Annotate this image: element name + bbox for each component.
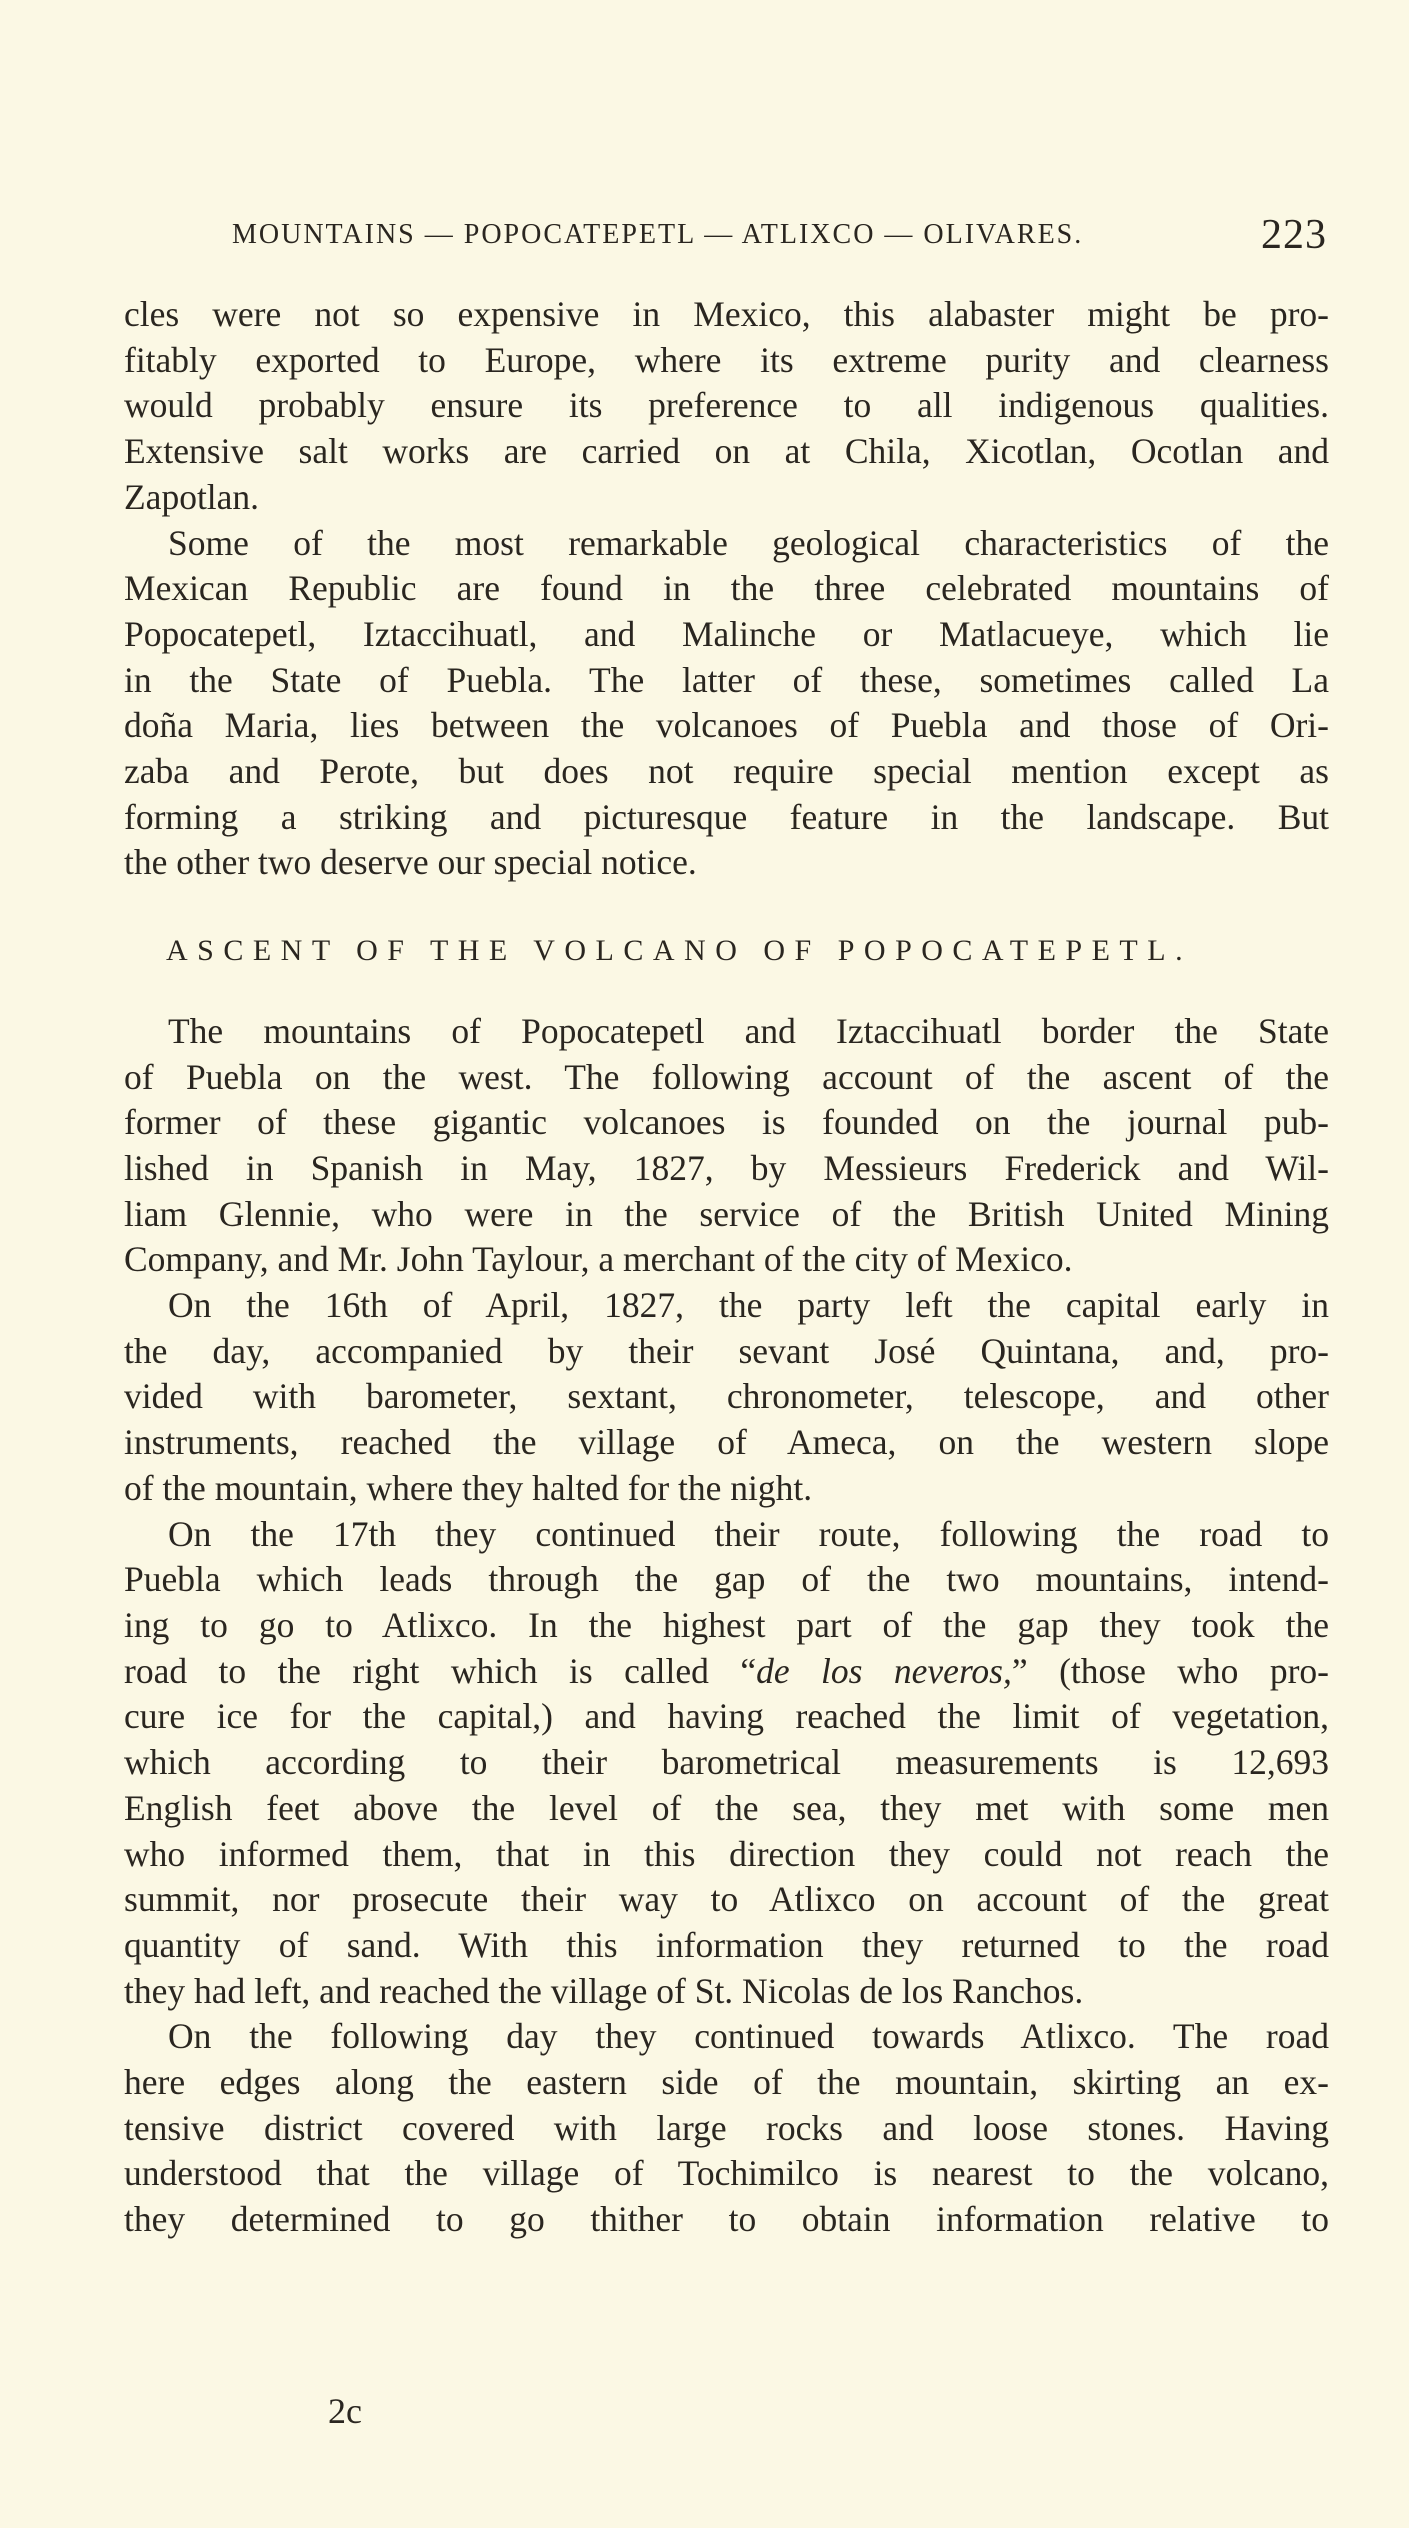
text-segment: road to the right which is called “ [124, 1650, 757, 1691]
text-line: the day, accompanied by their sevant José Quintana, and, pro- [124, 1330, 1329, 1371]
text-line [124, 1649, 1329, 1695]
text-line: On the 17th they continued their route, following the road to [168, 1513, 1329, 1554]
signature-mark: 2c [328, 2391, 362, 2431]
text-line: quantity of sand. With this information they returned to the road [124, 1924, 1329, 1965]
text-line: doña Maria, lies between the volcanoes of Puebla and those of Ori- [124, 705, 1329, 746]
text-line: Mexican Republic are found in the three celebrated mountains of [124, 568, 1329, 609]
paragraph-2 [124, 521, 1329, 887]
paragraph-5 [124, 1512, 1329, 2015]
text-line: tensive district covered with large rocks and loose stones. Having [124, 2107, 1329, 2148]
text-line: they had left, and reached the village of St. Nicolas de los Ranchos. [124, 1970, 1084, 2011]
text-line: here edges along the eastern side of the mountain, skirting an ex- [124, 2062, 1329, 2103]
text-line: Extensive salt works are carried on at Chila, Xicotlan, Ocotlan and [124, 431, 1329, 472]
text-line: they determined to go thither to obtain information relative to [124, 2199, 1329, 2240]
text-line: Puebla which leads through the gap of the two mountains, intend- [124, 1559, 1329, 1600]
text-line: Company, and Mr. John Taylour, a merchant of the city of Mexico. [124, 1239, 1073, 1280]
running-title: MOUNTAINS — POPOCATEPETL — ATLIXCO — OLIVARES. [232, 219, 1084, 250]
text-line: vided with barometer, sextant, chronometer, telescope, and other [124, 1376, 1329, 1417]
text-line: zaba and Perote, but does not require special mention except as [124, 751, 1329, 792]
text-line: English feet above the level of the sea, they met with some men [124, 1787, 1329, 1828]
text-line: liam Glennie, who were in the service of the British United Mining [124, 1193, 1329, 1234]
section-heading: ASCENT OF THE VOLCANO OF POPOCATEPETL. [166, 934, 1193, 968]
text-line: The mountains of Popocatepetl and Iztaccihuatl border the State [168, 1010, 1329, 1051]
text-line: instruments, reached the village of Ameca, on the western slope [124, 1422, 1329, 1463]
body-text [124, 292, 1329, 2243]
text-line: who informed them, that in this direction they could not reach the [124, 1833, 1329, 1874]
text-line: of the mountain, where they halted for the night. [124, 1467, 813, 1508]
running-header [232, 205, 1327, 265]
italic-phrase: de los neveros, [756, 1650, 1012, 1691]
text-line: Popocatepetl, Iztaccihuatl, and Malinche or Matlacueye, which lie [124, 613, 1329, 654]
text-line: On the 16th of April, 1827, the party left the capital early in [168, 1285, 1329, 1326]
text-line: summit, nor prosecute their way to Atlixco on account of the great [124, 1879, 1329, 1920]
text-line: fitably exported to Europe, where its extreme purity and clearness [124, 339, 1329, 380]
text-line: in the State of Puebla. The latter of these, sometimes called La [124, 659, 1329, 700]
text-line: of Puebla on the west. The following account of the ascent of the [124, 1056, 1329, 1097]
text-line: forming a striking and picturesque feature in the landscape. But [124, 796, 1329, 837]
text-line: understood that the village of Tochimilco is nearest to the volcano, [124, 2153, 1329, 2194]
text-line: Some of the most remarkable geological characteristics of the [168, 522, 1329, 563]
text-line: lished in Spanish in May, 1827, by Messieurs Frederick and Wil- [124, 1147, 1329, 1188]
text-line: cure ice for the capital,) and having reached the limit of vegetation, [124, 1696, 1329, 1737]
text-line: which according to their barometrical measurements is 12,693 [124, 1742, 1329, 1783]
paragraph-1 [124, 292, 1329, 521]
paragraph-4 [124, 1283, 1329, 1512]
paragraph-3 [124, 1009, 1329, 1283]
paragraph-6 [124, 2014, 1329, 2243]
text-segment: ” (those who pro- [1011, 1650, 1329, 1691]
text-line: the other two deserve our special notice. [124, 842, 697, 883]
text-line: ing to go to Atlixco. In the highest part of the gap they took the [124, 1604, 1329, 1645]
text-line: would probably ensure its preference to all indigenous qualities. [124, 385, 1329, 426]
text-line: cles were not so expensive in Mexico, this alabaster might be pro- [124, 294, 1329, 334]
page-number: 223 [1261, 212, 1327, 258]
text-line: former of these gigantic volcanoes is founded on the journal pub- [124, 1102, 1329, 1143]
text-line: Zapotlan. [124, 476, 260, 517]
text-line: On the following day they continued towards Atlixco. The road [168, 2016, 1329, 2057]
